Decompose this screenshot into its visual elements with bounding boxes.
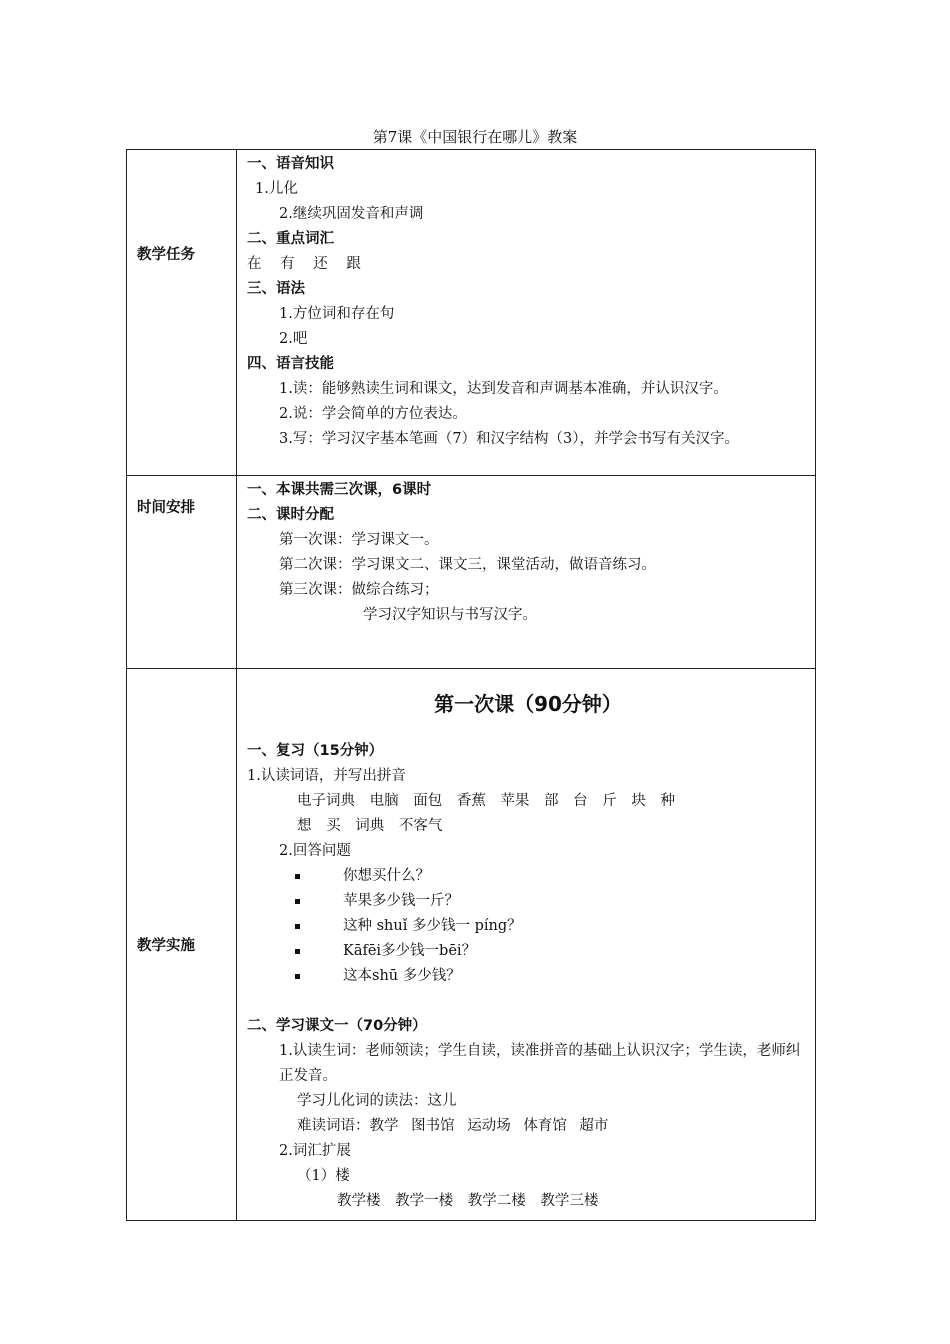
text-line: 第一次课：学习课文一。 [279,532,439,548]
list-item: Kāfēi多少钱一bēi？ [247,939,809,964]
bullet-icon [295,949,300,954]
text-line: 1.认读生词：老师领读；学生自读，读准拼音的基础上认识汉字；学生读，老师纠正发音。 [279,1043,801,1084]
section-heading: 一、本课共需三次课，6课时 [247,482,432,498]
section-heading: 一、语音知识 [247,156,334,172]
section-heading: 三、语法 [247,281,305,297]
row-label-tasks: 教学任务 [127,150,237,476]
text-line: 3.写：学习汉字基本笔画（7）和汉字结构（3），并学会书写有关汉字。 [279,431,740,447]
text-line: 2.吧 [279,331,308,347]
implementation-content [237,669,816,1221]
page-title: 第7课《中国银行在哪儿》教案 [372,128,578,146]
text-line: 难读词语：教学 图书馆 运动场 体育馆 超市 [297,1118,609,1134]
text-line: 1.读：能够熟读生词和课文，达到发音和声调基本准确，并认识汉字。 [279,381,728,397]
lesson-plan-table [126,149,816,1221]
section-heading: 一、复习（15分钟） [247,743,384,759]
list-item: 苹果多少钱一斤？ [247,889,809,914]
list-item: 你想买什么？ [247,864,809,889]
text-line: 1.儿化 [255,181,298,197]
text-line: 2.继续巩固发音和声调 [279,206,424,222]
bullet-icon [295,874,300,879]
text-line: 1.方位词和存在句 [279,306,395,322]
lesson-heading: 第一次课（90分钟） [434,692,622,716]
tasks-content [237,150,816,476]
section-heading: 二、学习课文一（70分钟） [247,1018,427,1034]
table-row [127,476,816,669]
text-line: （1）楼 [297,1168,350,1184]
table-row [127,669,816,1221]
text-line: 2.词汇扩展 [279,1143,351,1159]
text-line: 2.说：学会简单的方位表达。 [279,406,467,422]
row-label-implementation: 教学实施 [127,669,237,1221]
word-list: 电子词典 电脑 面包 香蕉 苹果 部 台 斤 块 种 [297,793,675,809]
section-heading: 四、语言技能 [247,356,334,372]
section-heading: 二、重点词汇 [247,231,334,247]
text-line: 学习儿化词的读法：这儿 [297,1093,457,1109]
text-line: 第二次课：学习课文二、课文三，课堂活动，做语音练习。 [279,557,656,573]
list-item: 这本shū 多少钱？ [247,964,809,989]
row-label-schedule: 时间安排 [127,476,237,669]
text-line: 2.回答问题 [279,843,351,859]
bullet-icon [295,974,300,979]
list-item: 这种 shuǐ 多少钱一 píng？ [247,914,809,939]
schedule-content [237,476,816,669]
bullet-icon [295,924,300,929]
table-row [127,150,816,476]
text-line: 第三次课：做综合练习； [279,582,439,598]
bullet-icon [295,899,300,904]
word-list: 想 买 词典 不客气 [297,818,443,834]
text-line: 在 有 还 跟 [247,256,361,272]
text-line: 1.认读词语，并写出拼音 [247,768,406,784]
section-heading: 二、课时分配 [247,507,334,523]
word-list: 教学楼 教学一楼 教学二楼 教学三楼 [337,1193,599,1209]
text-line: 学习汉字知识与书写汉字。 [363,607,537,623]
